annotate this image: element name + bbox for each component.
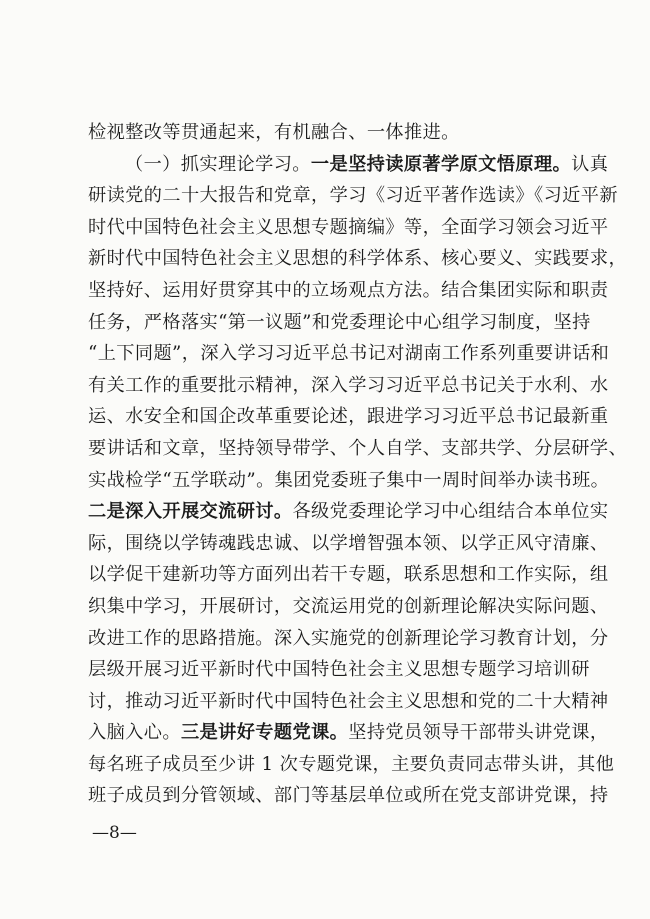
text-line [88, 433, 628, 465]
bold-subheading: 二是深入开展交流研讨。 [88, 501, 293, 523]
page-number: —8— [92, 823, 137, 843]
text-line [88, 180, 618, 212]
text-segment: 新时代中国特色社会主义思想的科学体系、核心要义、实践要求， [88, 248, 628, 270]
text-segment: 层级开展习近平新时代中国特色社会主义思想专题学习培训研 [88, 659, 590, 681]
text-line [88, 749, 615, 781]
text-line [88, 465, 610, 497]
text-segment: 入脑入心。 [88, 722, 181, 744]
text-segment: 坚持好、运用好贯穿其中的立场观点方法。结合集团实际和职责 [88, 279, 609, 301]
section-heading: （一）抓实理论学习。 [125, 153, 311, 175]
text-line [88, 338, 610, 370]
bold-subheading: 三是讲好专题党课。 [180, 722, 349, 744]
text-line [88, 654, 590, 686]
text-line [88, 275, 609, 307]
text-line [88, 212, 609, 244]
text-segment: 班子成员到分管领域、部门等基层单位或所在党支部讲党课，持 [88, 785, 609, 807]
text-segment: “上下同题”，深入学习习近平总书记对湖南工作系列重要讲话和 [88, 343, 610, 365]
text-segment: 以学促干建新功等方面列出若干专题，联系思想和工作实际，组 [88, 564, 609, 586]
text-segment: 检视整改等贯通起来，有机融合、一体推进。 [88, 122, 460, 143]
text-line [88, 370, 609, 402]
text-segment: 讨，推动习近平新时代中国特色社会主义思想和党的二十大精神 [88, 690, 609, 712]
text-segment: 坚持党员领导干部带头讲党课， [348, 722, 609, 744]
text-segment: 际，围绕以学铸魂践忠诚、以学增智强本领、以学正风守清廉、 [88, 532, 609, 554]
text-segment: 时代中国特色社会主义思想专题摘编》等，全面学习领会习近平 [88, 216, 609, 238]
text-segment: 认真 [571, 153, 609, 175]
text-line [88, 149, 609, 181]
text-segment: 运、水安全和国企改革重要论述，跟进学习习近平总书记最新重 [88, 406, 609, 428]
text-segment: 织集中学习，开展研讨，交流运用党的创新理论解决实际问题、 [88, 595, 609, 617]
text-line [88, 243, 628, 275]
text-line [88, 591, 609, 623]
text-line [88, 780, 609, 812]
text-line [88, 717, 609, 749]
text-segment: 有关工作的重要批示精神，深入学习习近平总书记关于水利、水 [88, 374, 609, 396]
text-line [88, 623, 609, 655]
text-line [88, 559, 609, 591]
text-segment: 改进工作的思路措施。深入实施党的创新理论学习教育计划，分 [88, 627, 609, 649]
text-line [88, 496, 609, 528]
text-line [88, 117, 574, 149]
text-segment: 实战检学“五学联动”。集团党委班子集中一周时间举办读书班。 [88, 469, 610, 491]
text-line [88, 401, 609, 433]
text-segment: 任务，严格落实“第一议题”和党委理论中心组学习制度，坚持 [88, 311, 591, 333]
text-line [88, 307, 591, 339]
text-segment: 每名班子成员至少讲 1 次专题党课，主要负责同志带头讲，其他 [88, 753, 615, 775]
text-segment: 各级党委理论学习中心组结合本单位实 [292, 501, 609, 523]
text-segment: 要讲话和文章，坚持领导带学、个人自学、支部共学、分层研学、 [88, 437, 628, 459]
text-line [88, 686, 609, 718]
text-line [88, 528, 609, 560]
body-text [88, 117, 628, 812]
text-segment: 研读党的二十大报告和党章，学习《习近平著作选读》《习近平新 [88, 185, 618, 207]
bold-subheading: 一是坚持读原著学原文悟原理。 [310, 153, 572, 175]
